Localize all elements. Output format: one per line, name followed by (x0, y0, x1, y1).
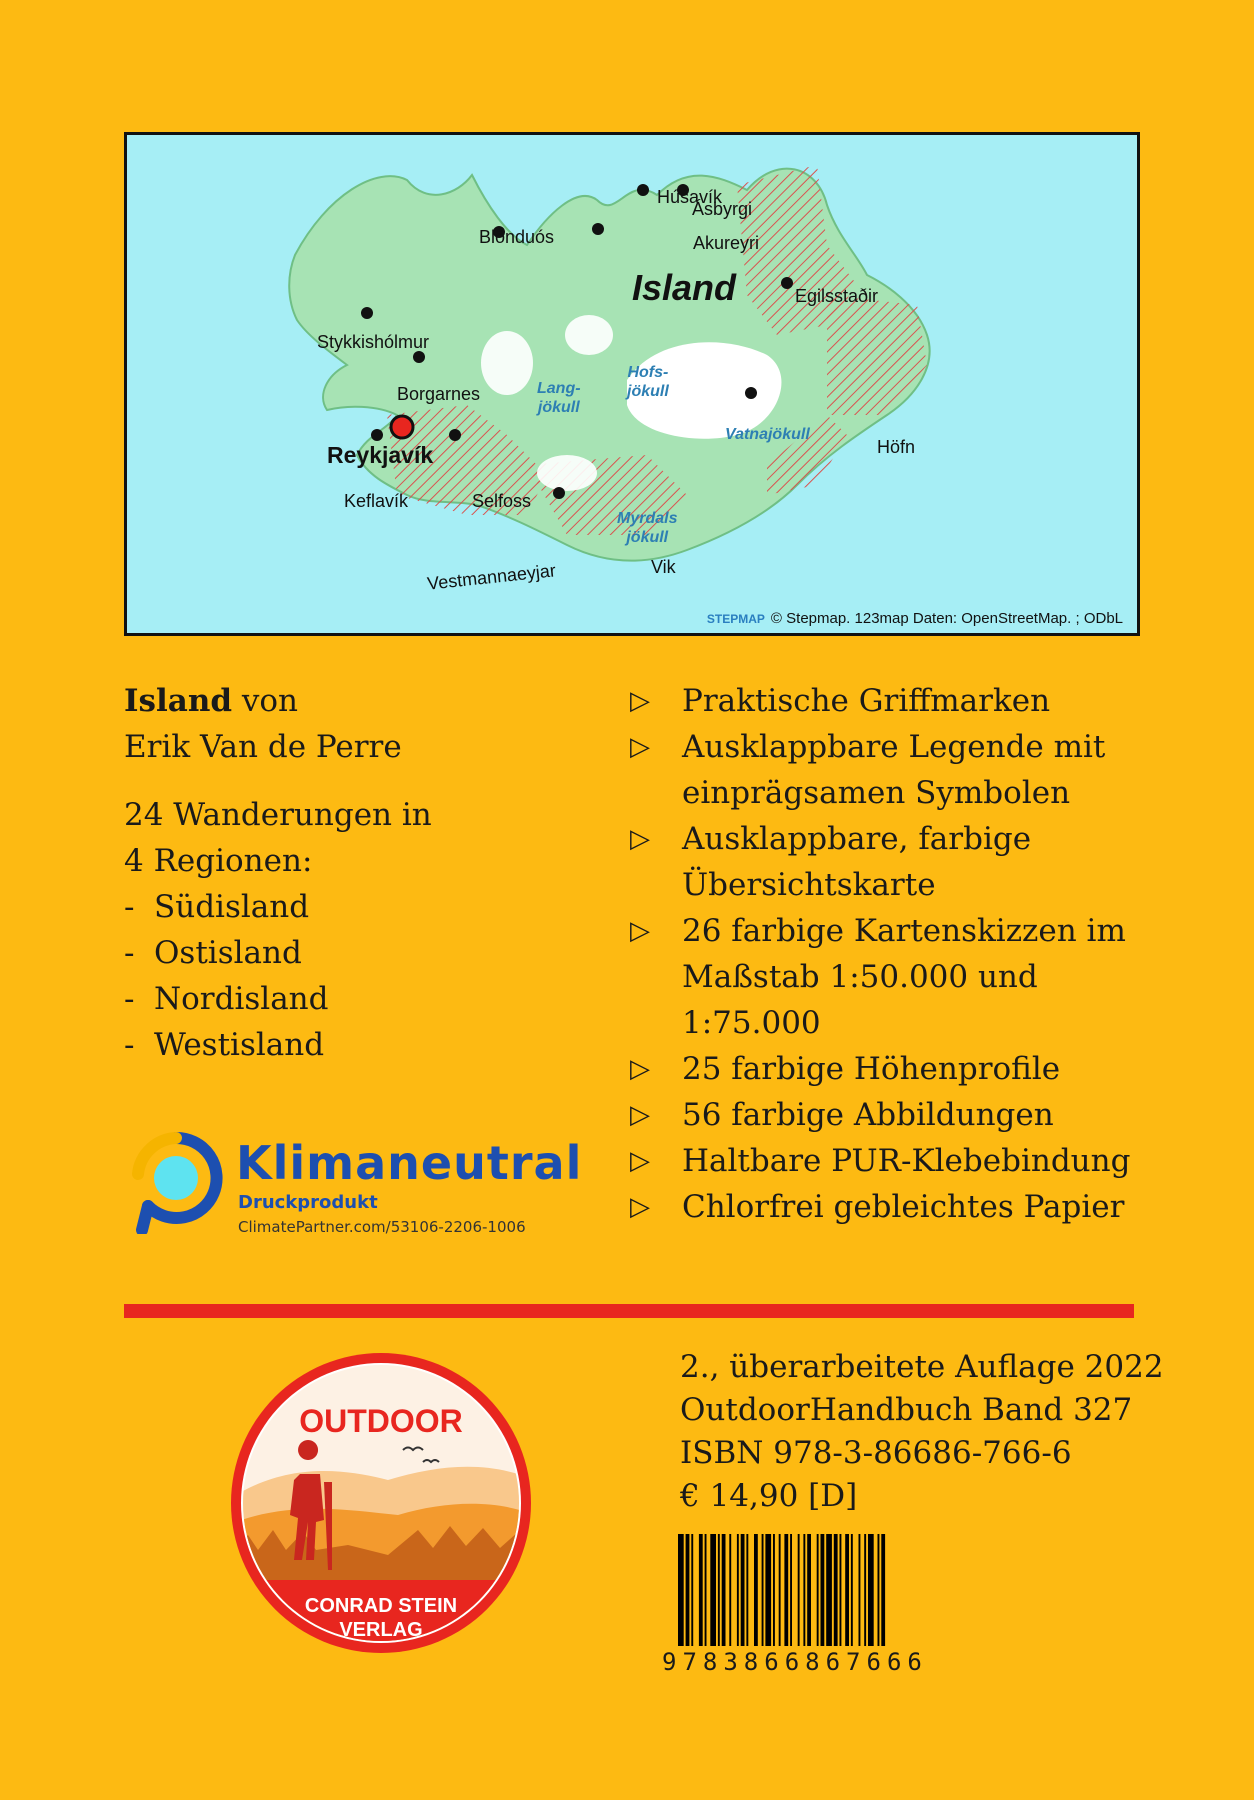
feature-text: 25 farbige Höhenprofile (682, 1051, 1061, 1087)
feature-text: Übersichtskarte (682, 867, 936, 903)
barcode-bar (826, 1534, 832, 1646)
dot-selfoss (449, 429, 461, 441)
book-von: von (232, 683, 299, 719)
edition: 2., überarbeitete Auflage 2022 (680, 1349, 1164, 1385)
glacier-hofsjokull-line2: jökull (627, 383, 669, 400)
hatched-area-east (827, 295, 927, 415)
label-stykkisholmur: Stykkishólmur (317, 332, 430, 352)
book-info (124, 678, 432, 1068)
red-divider (124, 1304, 1134, 1318)
feature-text: 1:75.000 (682, 1005, 821, 1041)
triangle-bullet-icon: ▷ (630, 916, 650, 946)
barcode-bar (705, 1534, 707, 1646)
dot-reykjavik (391, 416, 413, 438)
hikes-line1: 24 Wanderungen in (124, 797, 432, 833)
title-line (124, 678, 432, 724)
feature-text: 26 farbige Kartenskizzen im (682, 913, 1126, 949)
glacier-langjokull (537, 379, 581, 417)
feature-item (630, 724, 1130, 816)
barcode-bar (741, 1534, 745, 1646)
triangle-bullet-icon: ▷ (630, 732, 650, 762)
feature-item (630, 908, 1130, 1046)
map-credit-text: © Stepmap. 123map Daten: OpenStreetMap. ; ODbL (770, 610, 1123, 627)
feature-text: einprägsamen Symbolen (682, 775, 1071, 811)
barcode-bar (718, 1534, 720, 1646)
publication-info (680, 1346, 1164, 1518)
region-item: - Südisland (124, 889, 310, 925)
feature-text: Ausklappbare Legende mit (682, 729, 1106, 765)
barcode-bar (691, 1534, 693, 1646)
label-borgarnes: Borgarnes (397, 384, 481, 404)
barcode-bar (864, 1534, 866, 1646)
hikes-line2: 4 Regionen: (124, 843, 313, 879)
map-credit (707, 610, 1123, 627)
klima-url: ClimatePartner.com/53106-2206-1006 (238, 1218, 526, 1236)
barcode-bar (878, 1534, 880, 1646)
hofsjokull-glacier (565, 315, 613, 355)
dot-stykkisholmur (361, 307, 373, 319)
feature-text: Haltbare PUR-Klebebindung (682, 1143, 1131, 1179)
feature-item (630, 1046, 1130, 1092)
dot-hofn (745, 387, 757, 399)
barcode-bar (845, 1534, 849, 1646)
region-label: Ostisland (154, 935, 302, 971)
label-selfoss: Selfoss (472, 491, 532, 511)
barcode-bar (779, 1534, 781, 1646)
region-label: Westisland (154, 1027, 325, 1063)
barcode-bar (840, 1534, 842, 1646)
region-label: Nordisland (154, 981, 329, 1017)
dot-husavik (637, 184, 649, 196)
barcode-number: 9783866867666 (662, 1648, 928, 1676)
outdoor-badge-logo (228, 1350, 534, 1656)
feature-item (630, 816, 1130, 908)
klimaneutral-logo (128, 1130, 598, 1240)
series: OutdoorHandbuch Band 327 (680, 1392, 1133, 1428)
langjokull-glacier (481, 331, 533, 395)
glacier-langjokull-line2: jökull (537, 399, 580, 416)
region-label: Südisland (154, 889, 310, 925)
myrdalsjokull-glacier (537, 455, 597, 491)
barcode-bar (773, 1534, 775, 1646)
region-item: - Nordisland (124, 981, 329, 1017)
feature-item (630, 1138, 1130, 1184)
barcode-bar (859, 1534, 861, 1646)
label-reykjavik: Reykjavík (327, 442, 434, 468)
barcode-bar (868, 1534, 874, 1646)
climatepartner-icon (128, 1130, 224, 1234)
isbn: ISBN 978-3-86686-766-6 (680, 1435, 1072, 1471)
feature-item (630, 1092, 1130, 1138)
iceland-map (124, 132, 1140, 636)
region-item: - Westisland (124, 1027, 325, 1063)
feature-item (630, 1184, 1130, 1230)
barcode-bar (821, 1534, 825, 1646)
feature-text: Praktische Griffmarken (682, 683, 1051, 719)
barcode-bar (699, 1534, 703, 1646)
barcode-bar (722, 1534, 726, 1646)
label-keflavik: Keflavík (344, 491, 409, 511)
triangle-bullet-icon: ▷ (630, 1146, 650, 1176)
feature-text: 56 farbige Abbildungen (682, 1097, 1054, 1133)
glacier-hofsjokull-line1: Hofs- (627, 364, 669, 381)
triangle-bullet-icon: ▷ (630, 686, 650, 716)
book-author: Erik Van de Perre (124, 729, 402, 765)
map-title: Island (632, 267, 737, 308)
triangle-bullet-icon: ▷ (630, 1192, 650, 1222)
barcode-bar (746, 1534, 748, 1646)
label-asbyrgi: Ásbyrgi (692, 199, 753, 219)
feature-list (630, 678, 1130, 1230)
label-husavik: Húsavík (657, 187, 723, 207)
label-akureyri: Akureyri (693, 233, 760, 253)
label-egilsstadir: Egilsstaðir (795, 286, 879, 306)
barcode-bar (851, 1534, 853, 1646)
book-title: Island (124, 683, 233, 719)
badge-bottom-line2: VERLAG (339, 1619, 423, 1641)
barcode-bar (762, 1534, 764, 1646)
triangle-bullet-icon: ▷ (630, 1054, 650, 1084)
barcode-bar (803, 1534, 805, 1646)
dot-egilsstadir (781, 277, 793, 289)
feature-text: Chlorfrei gebleichtes Papier (682, 1189, 1125, 1225)
barcode-bar (686, 1534, 690, 1646)
barcode-bar (710, 1534, 716, 1646)
dot-vik (553, 487, 565, 499)
barcode-bar (678, 1534, 684, 1646)
label-hofn: Höfn (877, 437, 916, 457)
glacier-langjokull-line1: Lang- (537, 380, 581, 397)
glacier-hofsjokull (627, 363, 669, 401)
dot-keflavik (371, 429, 383, 441)
label-blonduos: Blönduós (479, 227, 555, 247)
stepmap-logo: STEPMAP (706, 612, 765, 626)
label-vik: Vik (651, 557, 676, 577)
glacier-myrdals-line1: Myrdals (617, 510, 678, 527)
region-item: - Ostisland (124, 935, 302, 971)
price: € 14,90 [D] (680, 1478, 858, 1514)
glacier-myrdals-line2: jökull (626, 529, 669, 546)
triangle-bullet-icon: ▷ (630, 1100, 650, 1130)
barcode-bar (881, 1534, 885, 1646)
barcode-bar (798, 1534, 800, 1646)
barcode-bar (729, 1534, 731, 1646)
triangle-bullet-icon: ▷ (630, 824, 650, 854)
feature-item (630, 678, 1130, 724)
feature-text: Maßstab 1:50.000 und (682, 959, 1038, 995)
barcode-bar (790, 1534, 792, 1646)
barcode-bar (765, 1534, 771, 1646)
dot-akureyri (592, 223, 604, 235)
barcode-bar (817, 1534, 819, 1646)
barcode-bar (834, 1534, 838, 1646)
barcode-bar (754, 1534, 758, 1646)
feature-text: Ausklappbare, farbige (682, 821, 1032, 857)
barcode (676, 1534, 1036, 1654)
klima-subtitle: Druckprodukt (238, 1192, 378, 1213)
glacier-myrdalsjokull (617, 509, 677, 547)
label-vestmannaeyjar: Vestmannaeyjar (426, 560, 557, 594)
badge-top-text: OUTDOOR (299, 1403, 463, 1439)
barcode-bar (807, 1534, 811, 1646)
badge-bottom-line1: CONRAD STEIN (304, 1595, 458, 1617)
glacier-vatnajokull: Vatnajökull (725, 426, 810, 443)
barcode-bar (784, 1534, 788, 1646)
klima-title: Klimaneutral (236, 1136, 583, 1190)
barcode-bar (737, 1534, 739, 1646)
